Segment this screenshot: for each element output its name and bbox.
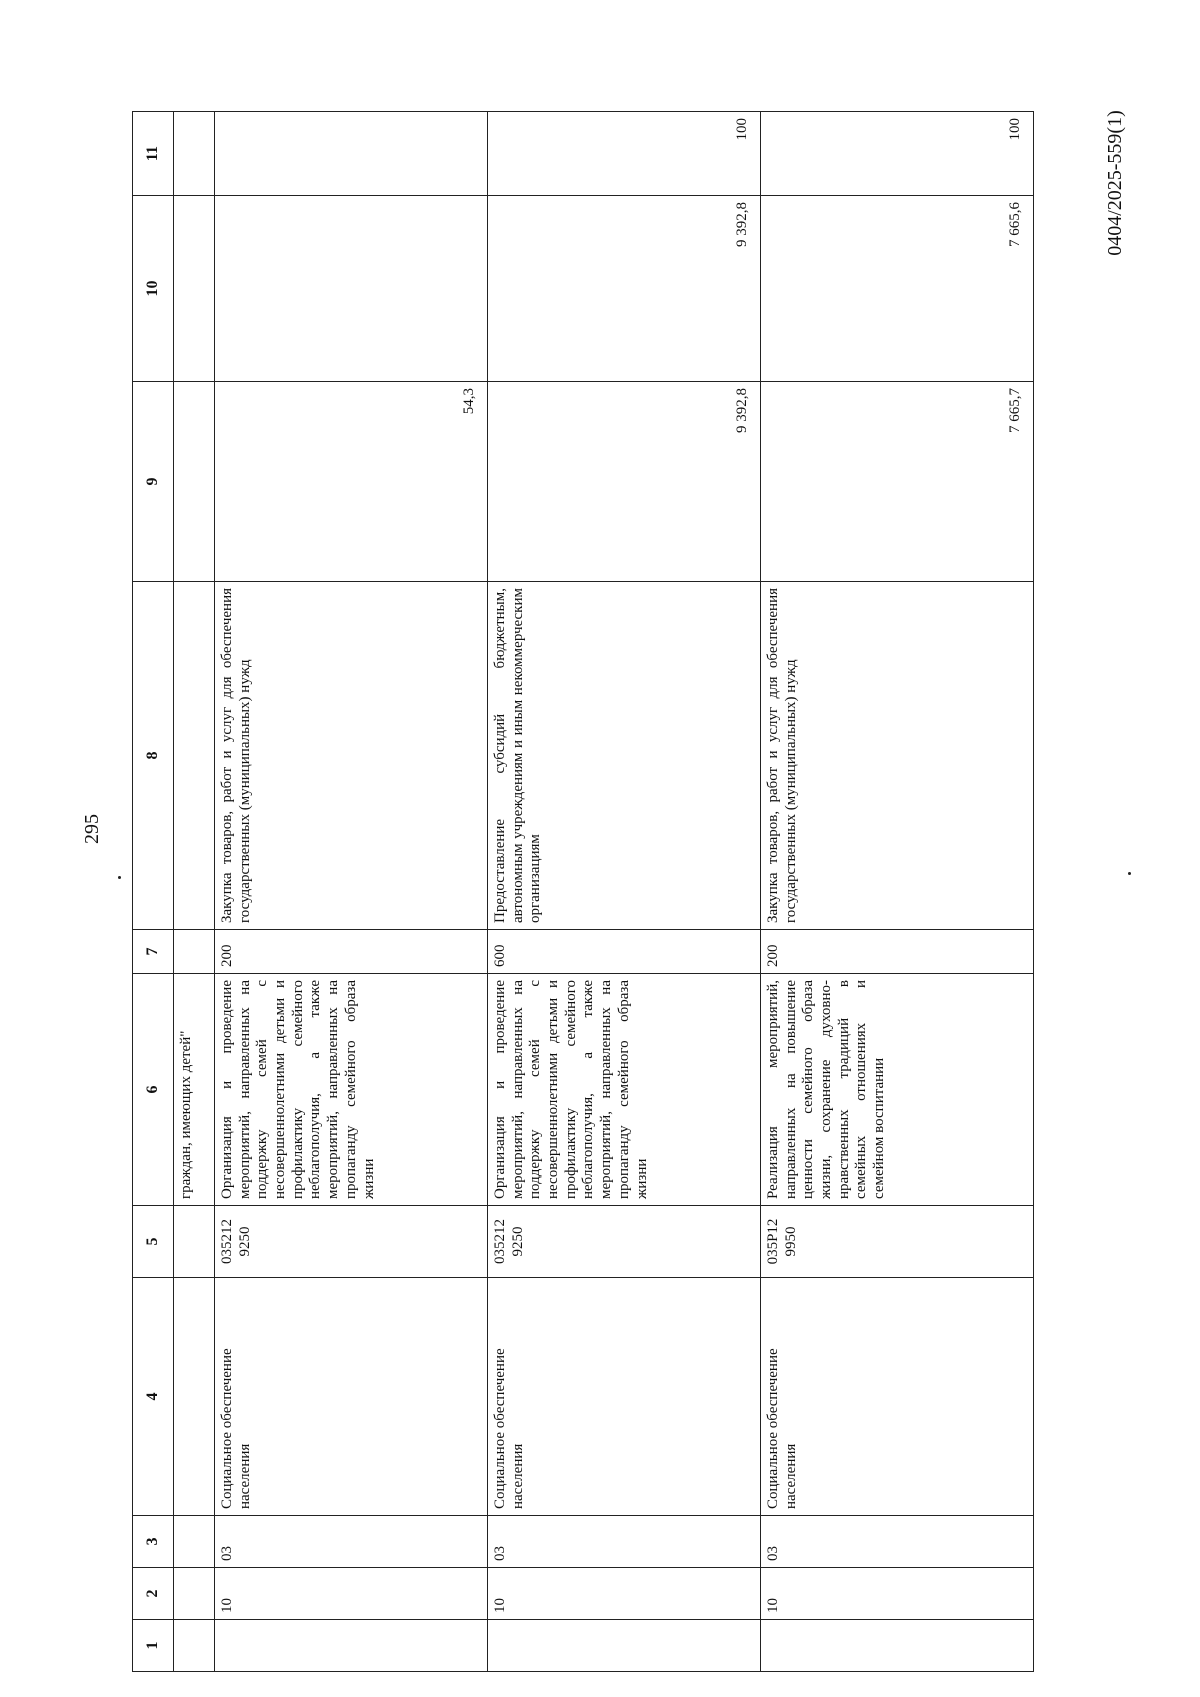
table-row — [215, 112, 488, 1672]
cell-subsection-name: Социальное обеспечение населения — [488, 1278, 761, 1516]
cell-article-name: Организация и проведение мероприятий, направленных на поддержку семей с несовершеннолетними детьми и профилактику семейного неблагополучия, а также мероприятий, направленных на пропаганду семейного образа жизни — [488, 974, 761, 1206]
cell-article-name: Реализация мероприятий, направленных на повышение ценности семейного образа жизни, сохранение духовно-нравственных традиций в семейных отношениях и семейном воспитании — [761, 974, 1034, 1206]
cell — [174, 582, 215, 930]
col-header-4: 4 — [133, 1278, 174, 1516]
cell-subsection-name: Социальное обеспечение населения — [215, 1278, 488, 1516]
cell-subsection-name: Социальное обеспечение населения — [761, 1278, 1034, 1516]
cell-target-article: 035212 9250 — [488, 1206, 761, 1278]
cell-planned-amount: 7 665,7 — [761, 382, 1034, 582]
cell-expense-type: 200 — [761, 930, 1034, 974]
document-code: 0404/2025-559(1) — [1104, 110, 1126, 256]
cell-expense-type: 200 — [215, 930, 488, 974]
col-header-9: 9 — [133, 382, 174, 582]
col-header-10: 10 — [133, 196, 174, 382]
col-header-6: 6 — [133, 974, 174, 1206]
col-header-11: 11 — [133, 112, 174, 196]
cell-target-article: 035Р12 9950 — [761, 1206, 1034, 1278]
page-number: 295 — [81, 814, 103, 844]
col-header-7: 7 — [133, 930, 174, 974]
cell-executed-amount — [215, 196, 488, 382]
cell — [174, 1278, 215, 1516]
cell-section: 10 — [215, 1568, 488, 1620]
cell — [174, 1206, 215, 1278]
cell-section: 10 — [761, 1568, 1034, 1620]
header-row — [133, 112, 174, 1672]
cell — [174, 1620, 215, 1672]
cell-percent: 100 — [488, 112, 761, 196]
continuation-row — [174, 112, 215, 1672]
cell-section: 10 — [488, 1568, 761, 1620]
cell-col1 — [761, 1620, 1034, 1672]
budget-table-rotated — [132, 112, 1200, 1672]
cell-planned-amount: 9 392,8 — [488, 382, 761, 582]
cell-percent — [215, 112, 488, 196]
cell-target-article: 035212 9250 — [215, 1206, 488, 1278]
cell — [174, 1516, 215, 1568]
cell-expense-type-name: Предоставление субсидий бюджетным, автономным учреждениям и иным некоммерческим организациям — [488, 582, 761, 930]
scan-dot — [1128, 872, 1131, 875]
cell-subsection: 03 — [488, 1516, 761, 1568]
scan-dot — [118, 876, 121, 879]
cell-col1 — [215, 1620, 488, 1672]
cell — [174, 196, 215, 382]
col-header-8: 8 — [133, 582, 174, 930]
cell-expense-type-name: Закупка товаров, работ и услуг для обеспечения государственных (муниципальных) нужд — [215, 582, 488, 930]
cell — [174, 930, 215, 974]
cell-subsection: 03 — [215, 1516, 488, 1568]
table-row — [761, 112, 1034, 1672]
col-header-5: 5 — [133, 1206, 174, 1278]
cell — [174, 382, 215, 582]
cell-expense-type-name: Закупка товаров, работ и услуг для обеспечения государственных (муниципальных) нужд — [761, 582, 1034, 930]
col-header-1: 1 — [133, 1620, 174, 1672]
cell-article-name: Организация и проведение мероприятий, направленных на поддержку семей с несовершеннолетними детьми и профилактику семейного неблагополучия, а также мероприятий, направленных на пропаганду семейного образа жизни — [215, 974, 488, 1206]
cell — [174, 1568, 215, 1620]
cell-col1 — [488, 1620, 761, 1672]
cell-executed-amount: 7 665,6 — [761, 196, 1034, 382]
cell-expense-type: 600 — [488, 930, 761, 974]
cell-planned-amount: 54,3 — [215, 382, 488, 582]
cell-subsection: 03 — [761, 1516, 1034, 1568]
cell — [174, 112, 215, 196]
col-header-2: 2 — [133, 1568, 174, 1620]
cell-executed-amount: 9 392,8 — [488, 196, 761, 382]
cell-percent: 100 — [761, 112, 1034, 196]
col-header-3: 3 — [133, 1516, 174, 1568]
continuation-text: граждан, имеющих детей" — [174, 974, 215, 1206]
budget-table — [132, 111, 1034, 1672]
table-row — [488, 112, 761, 1672]
